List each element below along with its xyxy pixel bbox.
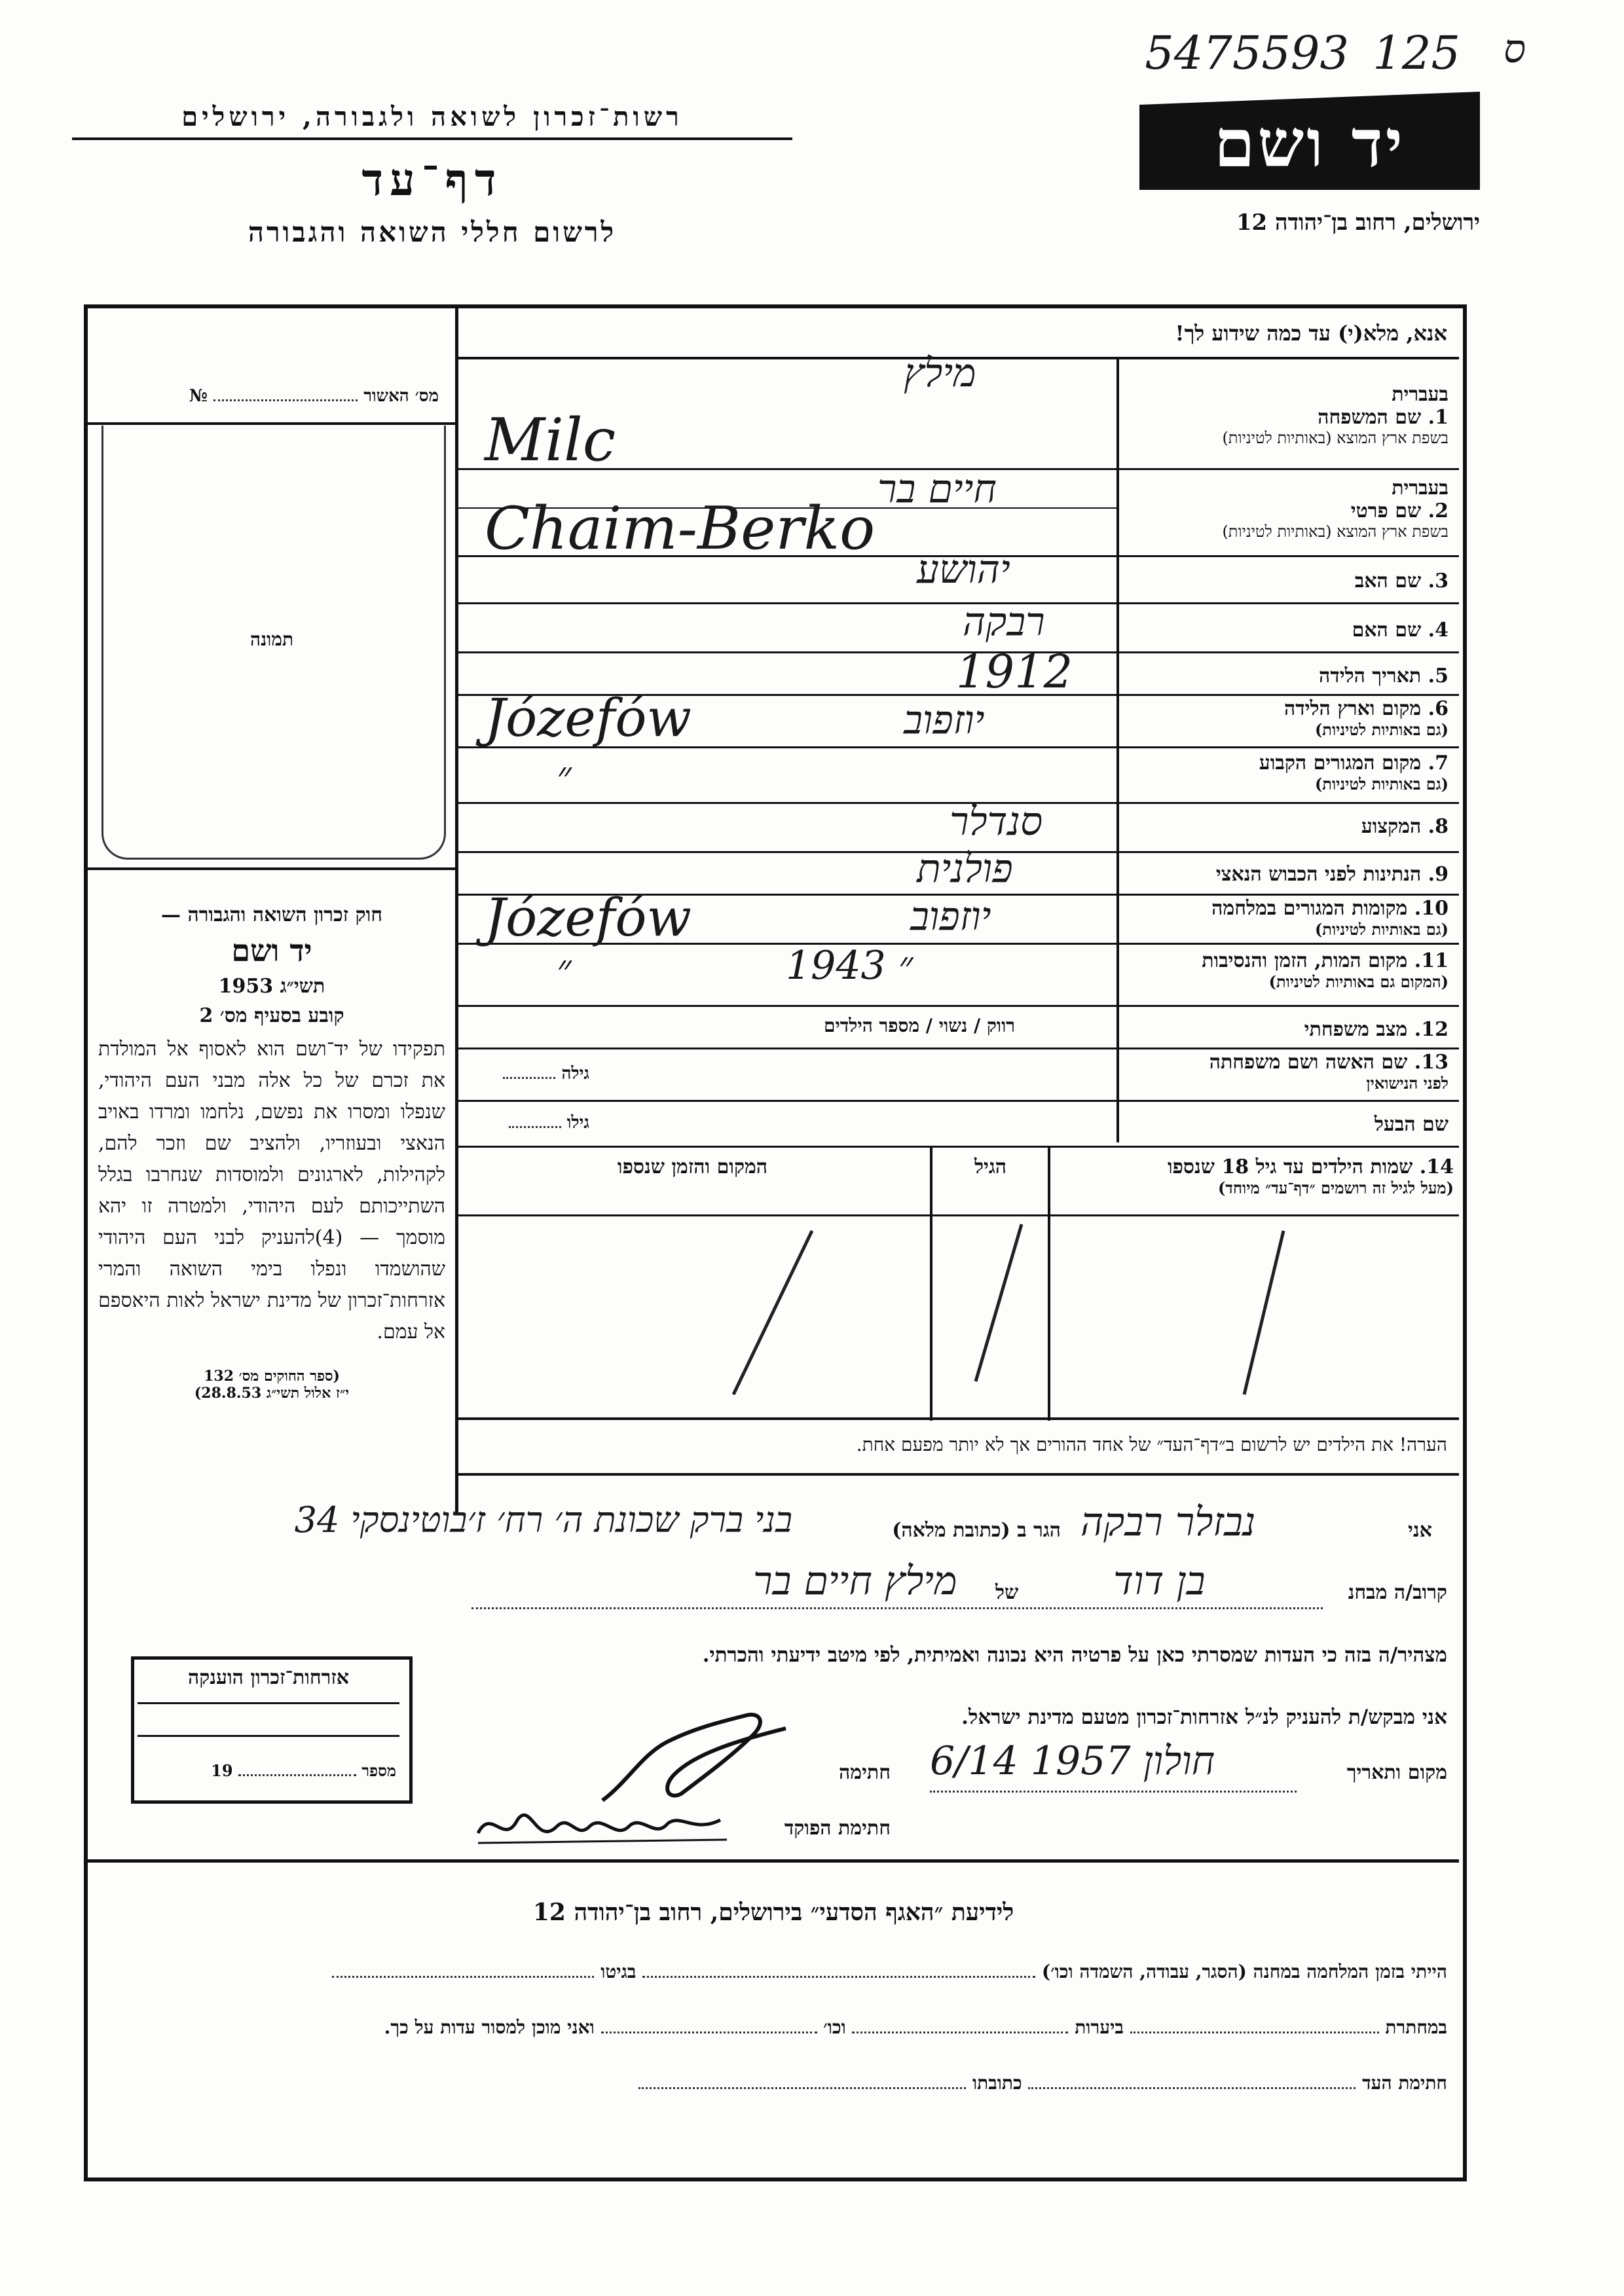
of-value[interactable]: מילץ חיים בר — [753, 1558, 957, 1604]
marital-status-options[interactable]: רווק / נשוי / מספר הילדים — [823, 1015, 1015, 1036]
wartime-residence-latin-value[interactable]: Józefów — [485, 887, 692, 948]
row-line — [455, 1146, 1459, 1148]
family-name-latin-value[interactable]: Milc — [485, 406, 616, 475]
field-first-name: בעברית 2. שם פרטי בשפת ארץ המוצא (באותיות לטיניות) — [1222, 477, 1449, 541]
nationality-value[interactable]: פולנית — [917, 846, 1013, 892]
declarant-ani: אני — [1408, 1519, 1432, 1542]
certificate-line — [138, 1702, 399, 1704]
request-text: אני מבקש/ת להעניק לנ״ל אזרחות־זכרון מטעם מדינת ישראל. — [961, 1705, 1447, 1729]
archive-stamp-number-2: 125 — [1373, 26, 1460, 80]
father-name-value[interactable]: יהושע — [917, 547, 1010, 592]
signature-label: חתימה — [839, 1761, 891, 1784]
row-line — [455, 602, 1459, 604]
certificate-number: מספר 19 — [211, 1761, 396, 1780]
family-name-hebrew-value[interactable]: מילץ — [904, 350, 976, 396]
children-col-place: המקום והזמן שנספו — [617, 1156, 768, 1178]
field-marital-status: 12. מצב משפחתי — [1304, 1018, 1449, 1041]
birth-place-hebrew-value[interactable]: יוזפוב — [904, 697, 985, 743]
field-nationality: 9. הנתינות לפני הכבוש הנאצי — [1215, 863, 1449, 886]
declarant-address-value[interactable]: בני ברק שכונת ה׳ רח׳ ז׳בוטינסקי 34 — [294, 1499, 792, 1540]
wife-age-label: גילה — [471, 1064, 589, 1084]
footer-line-1: הייתי בזמן המלחמה במחנה (הסגר, עבודה, השמדה וכו׳) בגיטו — [105, 1961, 1447, 1983]
mother-name-value[interactable]: רבקה — [963, 599, 1045, 645]
field-profession: 8. המקצוע — [1361, 815, 1449, 838]
certificate-line — [138, 1735, 399, 1737]
field-birth-place: 6. מקום וארץ הלידה (גם באותיות לטיניות) — [1283, 697, 1449, 739]
field-mother-name: 4. שם האם — [1352, 619, 1449, 642]
org-line: רשות־זכרון לשואה ולגבורה, ירושלים — [181, 101, 683, 132]
children-col-age: הגיל — [974, 1156, 1007, 1178]
officer-signature — [471, 1794, 733, 1853]
husband-age-label: גילו — [471, 1113, 589, 1133]
place-date-label: מקום ותאריך — [1346, 1761, 1447, 1784]
declaration-text: מצהיר/ה בזה כי העדות שמסרתי כאן על פרטיה היא נכונה ואמיתית, לפי מיטב ידיעתי והכרתי. — [702, 1643, 1447, 1667]
photo-label: תמונה — [249, 629, 294, 650]
declarant-lives-label: הגר ב (כתובת מלאה) — [892, 1519, 1061, 1542]
birth-date-value[interactable]: 1912 — [956, 645, 1073, 699]
footer-top-line — [88, 1859, 1459, 1863]
field-wife-name: 13. שם האשה ושם משפחתה לפני הנישואין — [1209, 1051, 1449, 1093]
place-date-value[interactable]: חולון 1957 6/14 — [930, 1738, 1215, 1784]
footer-title: לידיעת ״האגף הסדעי״ בירושלים, רחוב בן־יהודה 12 — [532, 1899, 1014, 1926]
first-name-latin-value[interactable]: Chaim-Berko — [485, 494, 876, 563]
field-death-place: 11. מקום המות, הזמן והנסיבות (המקום גם באותיות לטיניות) — [1202, 949, 1449, 991]
profession-value[interactable]: סנדלר — [950, 799, 1043, 845]
intro-text: אנא, מלא(י) עד כמה שידוע לך! — [1175, 321, 1447, 346]
first-name-hebrew-value[interactable]: חיים בר — [877, 466, 997, 512]
org-underline — [72, 137, 792, 140]
field-wartime-residence: 10. מקומות המגורים במלחמה (גם באותיות לטיניות) — [1211, 897, 1449, 939]
field-residence: 7. מקום המגורים הקבוע (גם באותיות לטיניות) — [1259, 752, 1449, 793]
wartime-residence-hebrew-value[interactable]: יוזפוב — [910, 894, 991, 939]
approval-number: מס׳ האשור № — [189, 386, 439, 406]
note-text: הערה! את הילדים יש לרשום ב״דף־העד״ של אחד ההורים אך לא יותר מפעם אחת. — [856, 1434, 1447, 1455]
archive-stamp-letter: ס — [1503, 26, 1526, 72]
footer-line-2: במחתרת ביערות וכו׳ ואני מוכן למסור עדות על כך. — [384, 2016, 1447, 2038]
residence-value[interactable]: ״ — [557, 753, 572, 799]
death-place-latin-value[interactable]: ״ — [557, 946, 572, 992]
row-line — [455, 1005, 1459, 1007]
form-subtitle: לרשום חללי השואה והגבורה — [248, 216, 617, 248]
children-header: 14. שמות הילדים עד גיל 18 שנספו (מעל לגיל זה רושמים ״דף־עד״ מיוחד) — [1167, 1156, 1454, 1197]
yad-vashem-logo: יד ושם — [1139, 92, 1480, 190]
approval-line — [88, 422, 455, 425]
relative-label: קרוב/ה מבחנ — [1348, 1581, 1447, 1604]
death-place-hebrew-value[interactable]: 1943 ״ — [786, 943, 913, 989]
row-line — [455, 1048, 1459, 1049]
children-strike-marks — [458, 1218, 1454, 1414]
of-label: של — [995, 1581, 1019, 1604]
children-header-line — [455, 1214, 1459, 1216]
law-top-line — [88, 867, 455, 870]
field-birth-date: 5. תאריך הלידה — [1319, 665, 1449, 687]
field-father-name: 3. שם האב — [1354, 570, 1449, 592]
relation-value[interactable]: בן דוד — [1113, 1558, 1206, 1604]
birth-place-latin-value[interactable]: Józefów — [485, 687, 692, 748]
archive-stamp-number: 5475593 — [1145, 26, 1349, 80]
place-date-line — [930, 1791, 1297, 1793]
footer-line-3: חתימת העד כתובתו — [105, 2072, 1447, 2094]
certificate-title: אזרחות־זכרון הוענקה — [187, 1666, 350, 1689]
note-bottom-line — [455, 1473, 1459, 1476]
note-line — [455, 1417, 1459, 1420]
row-line — [455, 1100, 1459, 1102]
law-block: חוק זכרון השואה והגבורה — יד ושם תשי״ג 1953 קובע בסעיף מס׳ 2 תפקידו של יד־ושם הוא לאסוף אל המולדת את זכרם של כל אלה מבני העם היהודי, שנפלו ומסרו את נפשם, נלחמו ומרדו באויב הנאצי ובעוזריו, ולהציב שם וזכר להם, לקהילות, לארגונים ולמוסדות שנחרבו בגלל השתייכותם לעם היהודי, ולמטרה זו יהא מוסמך — (4)להעניק לבני העם היהודי שהושמדו ונפלו בימי השואה והמרי אזרחות־זכרון של מדינת ישראל לאות היאספם אל עמם. (ספר החוקים מס׳ 132 י״ז אלול תשי״ג 28.8.53) — [98, 903, 445, 1402]
field-family-name: בעברית 1. שם המשפחה בשפת ארץ המוצא (באותיות לטיניות) — [1222, 383, 1449, 447]
address: ירושלים, רחוב בן־יהודה 12 — [1236, 210, 1480, 236]
field-husband-name: שם הבעל — [1374, 1113, 1449, 1136]
form-title: דף־עד — [361, 154, 503, 206]
label-column-divider — [1116, 357, 1119, 1142]
declarant-name-value[interactable]: נבזלר רבקה — [1080, 1499, 1256, 1545]
relation-dotted-line — [471, 1607, 1323, 1609]
officer-signature-label: חתימת הפוקד — [784, 1817, 891, 1840]
